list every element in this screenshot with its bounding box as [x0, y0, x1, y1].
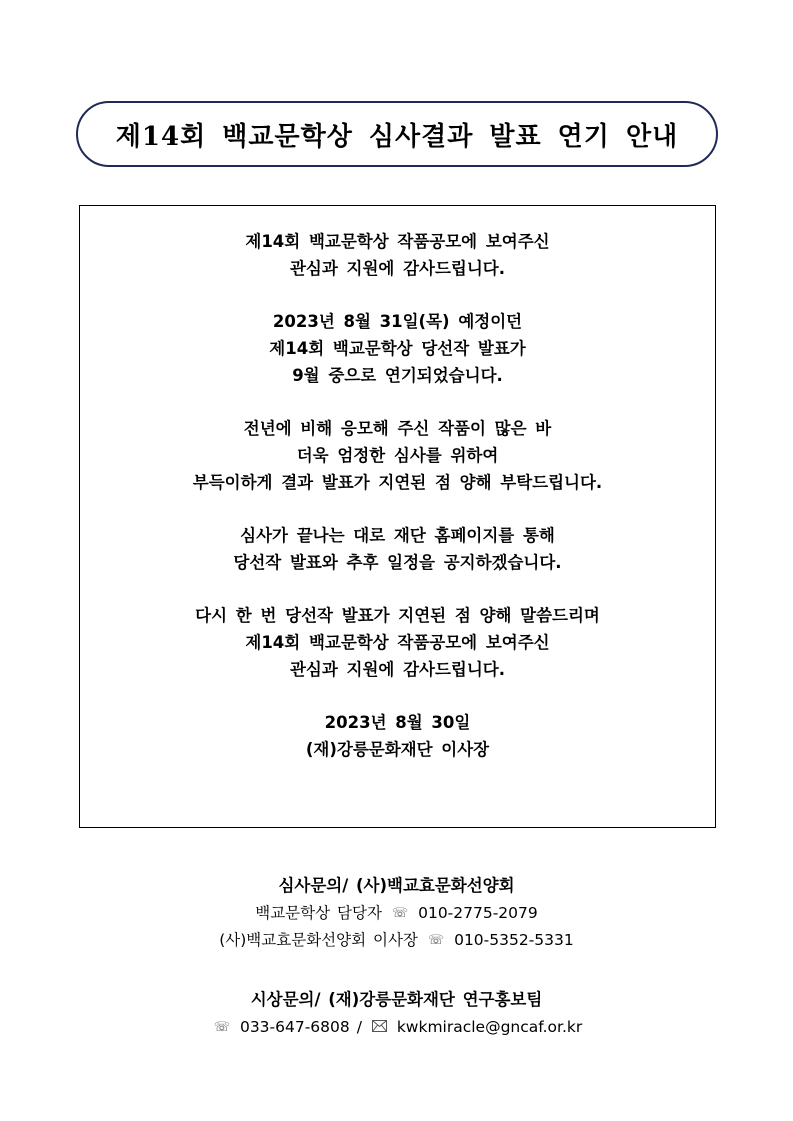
phone-number[interactable]: 010-2775-2079	[418, 904, 538, 922]
notice-line: 당선작 발표와 추후 일정을 공지하겠습니다.	[233, 553, 562, 572]
notice-paragraph-reason	[80, 415, 715, 496]
notice-paragraph-thanks	[80, 228, 715, 282]
phone-number[interactable]: 010-5352-5331	[454, 931, 574, 949]
page-title: 제14회 백교문학상 심사결과 발표 연기 안내	[115, 121, 679, 152]
notice-signature	[80, 709, 715, 763]
email-address[interactable]: kwkmiracle@gncaf.or.kr	[396, 1018, 583, 1036]
envelope-icon	[372, 1015, 387, 1041]
notice-line: 다시 한 번 당선작 발표가 지연된 점 양해 말씀드리며	[195, 606, 600, 625]
notice-line: 2023년 8월 31일(목) 예정이던	[272, 312, 523, 331]
notice-line: 관심과 지원에 감사드립니다.	[289, 259, 506, 278]
notice-paragraph-postponement	[80, 308, 715, 389]
notice-line: 9월 중으로 연기되었습니다.	[292, 366, 503, 385]
notice-signatory: (재)강릉문화재단 이사장	[305, 740, 490, 759]
review-contact-line-2	[0, 927, 793, 954]
review-contact-section	[0, 872, 793, 954]
telephone-icon: ☏	[391, 906, 409, 921]
telephone-icon: ☏	[213, 1020, 231, 1035]
notice-line: 제14회 백교문학상 당선작 발표가	[269, 339, 526, 358]
notice-box	[79, 205, 716, 828]
notice-line: 제14회 백교문학상 작품공모에 보여주신	[245, 232, 550, 251]
notice-line: 부득이하게 결과 발표가 지연된 점 양해 부탁드립니다.	[192, 473, 603, 492]
notice-line: 심사가 끝나는 대로 재단 홈페이지를 통해	[240, 526, 555, 545]
title-banner	[76, 101, 718, 167]
contact-label: (사)백교효문화선양회 이사장	[219, 931, 418, 949]
notice-date: 2023년 8월 30일	[324, 713, 471, 732]
review-contact-line-1	[0, 900, 793, 927]
phone-number[interactable]: 033-647-6808	[239, 1018, 350, 1036]
award-contact-line	[0, 1014, 793, 1041]
separator: /	[356, 1018, 362, 1036]
notice-paragraph-apology	[80, 602, 715, 683]
award-contact-section	[0, 986, 793, 1041]
notice-line: 전년에 비해 응모해 주신 작품이 많은 바	[243, 419, 552, 438]
notice-line: 관심과 지원에 감사드립니다.	[289, 660, 506, 679]
notice-paragraph-announcement	[80, 522, 715, 576]
notice-line: 제14회 백교문학상 작품공모에 보여주신	[245, 633, 550, 652]
telephone-icon: ☏	[427, 933, 445, 948]
notice-line: 더욱 엄정한 심사를 위하여	[296, 446, 499, 465]
review-contact-heading: 심사문의/ (사)백교효문화선양회	[278, 876, 515, 895]
contact-label: 백교문학상 담당자	[255, 904, 382, 922]
award-contact-heading: 시상문의/ (재)강릉문화재단 연구홍보팀	[250, 990, 543, 1009]
